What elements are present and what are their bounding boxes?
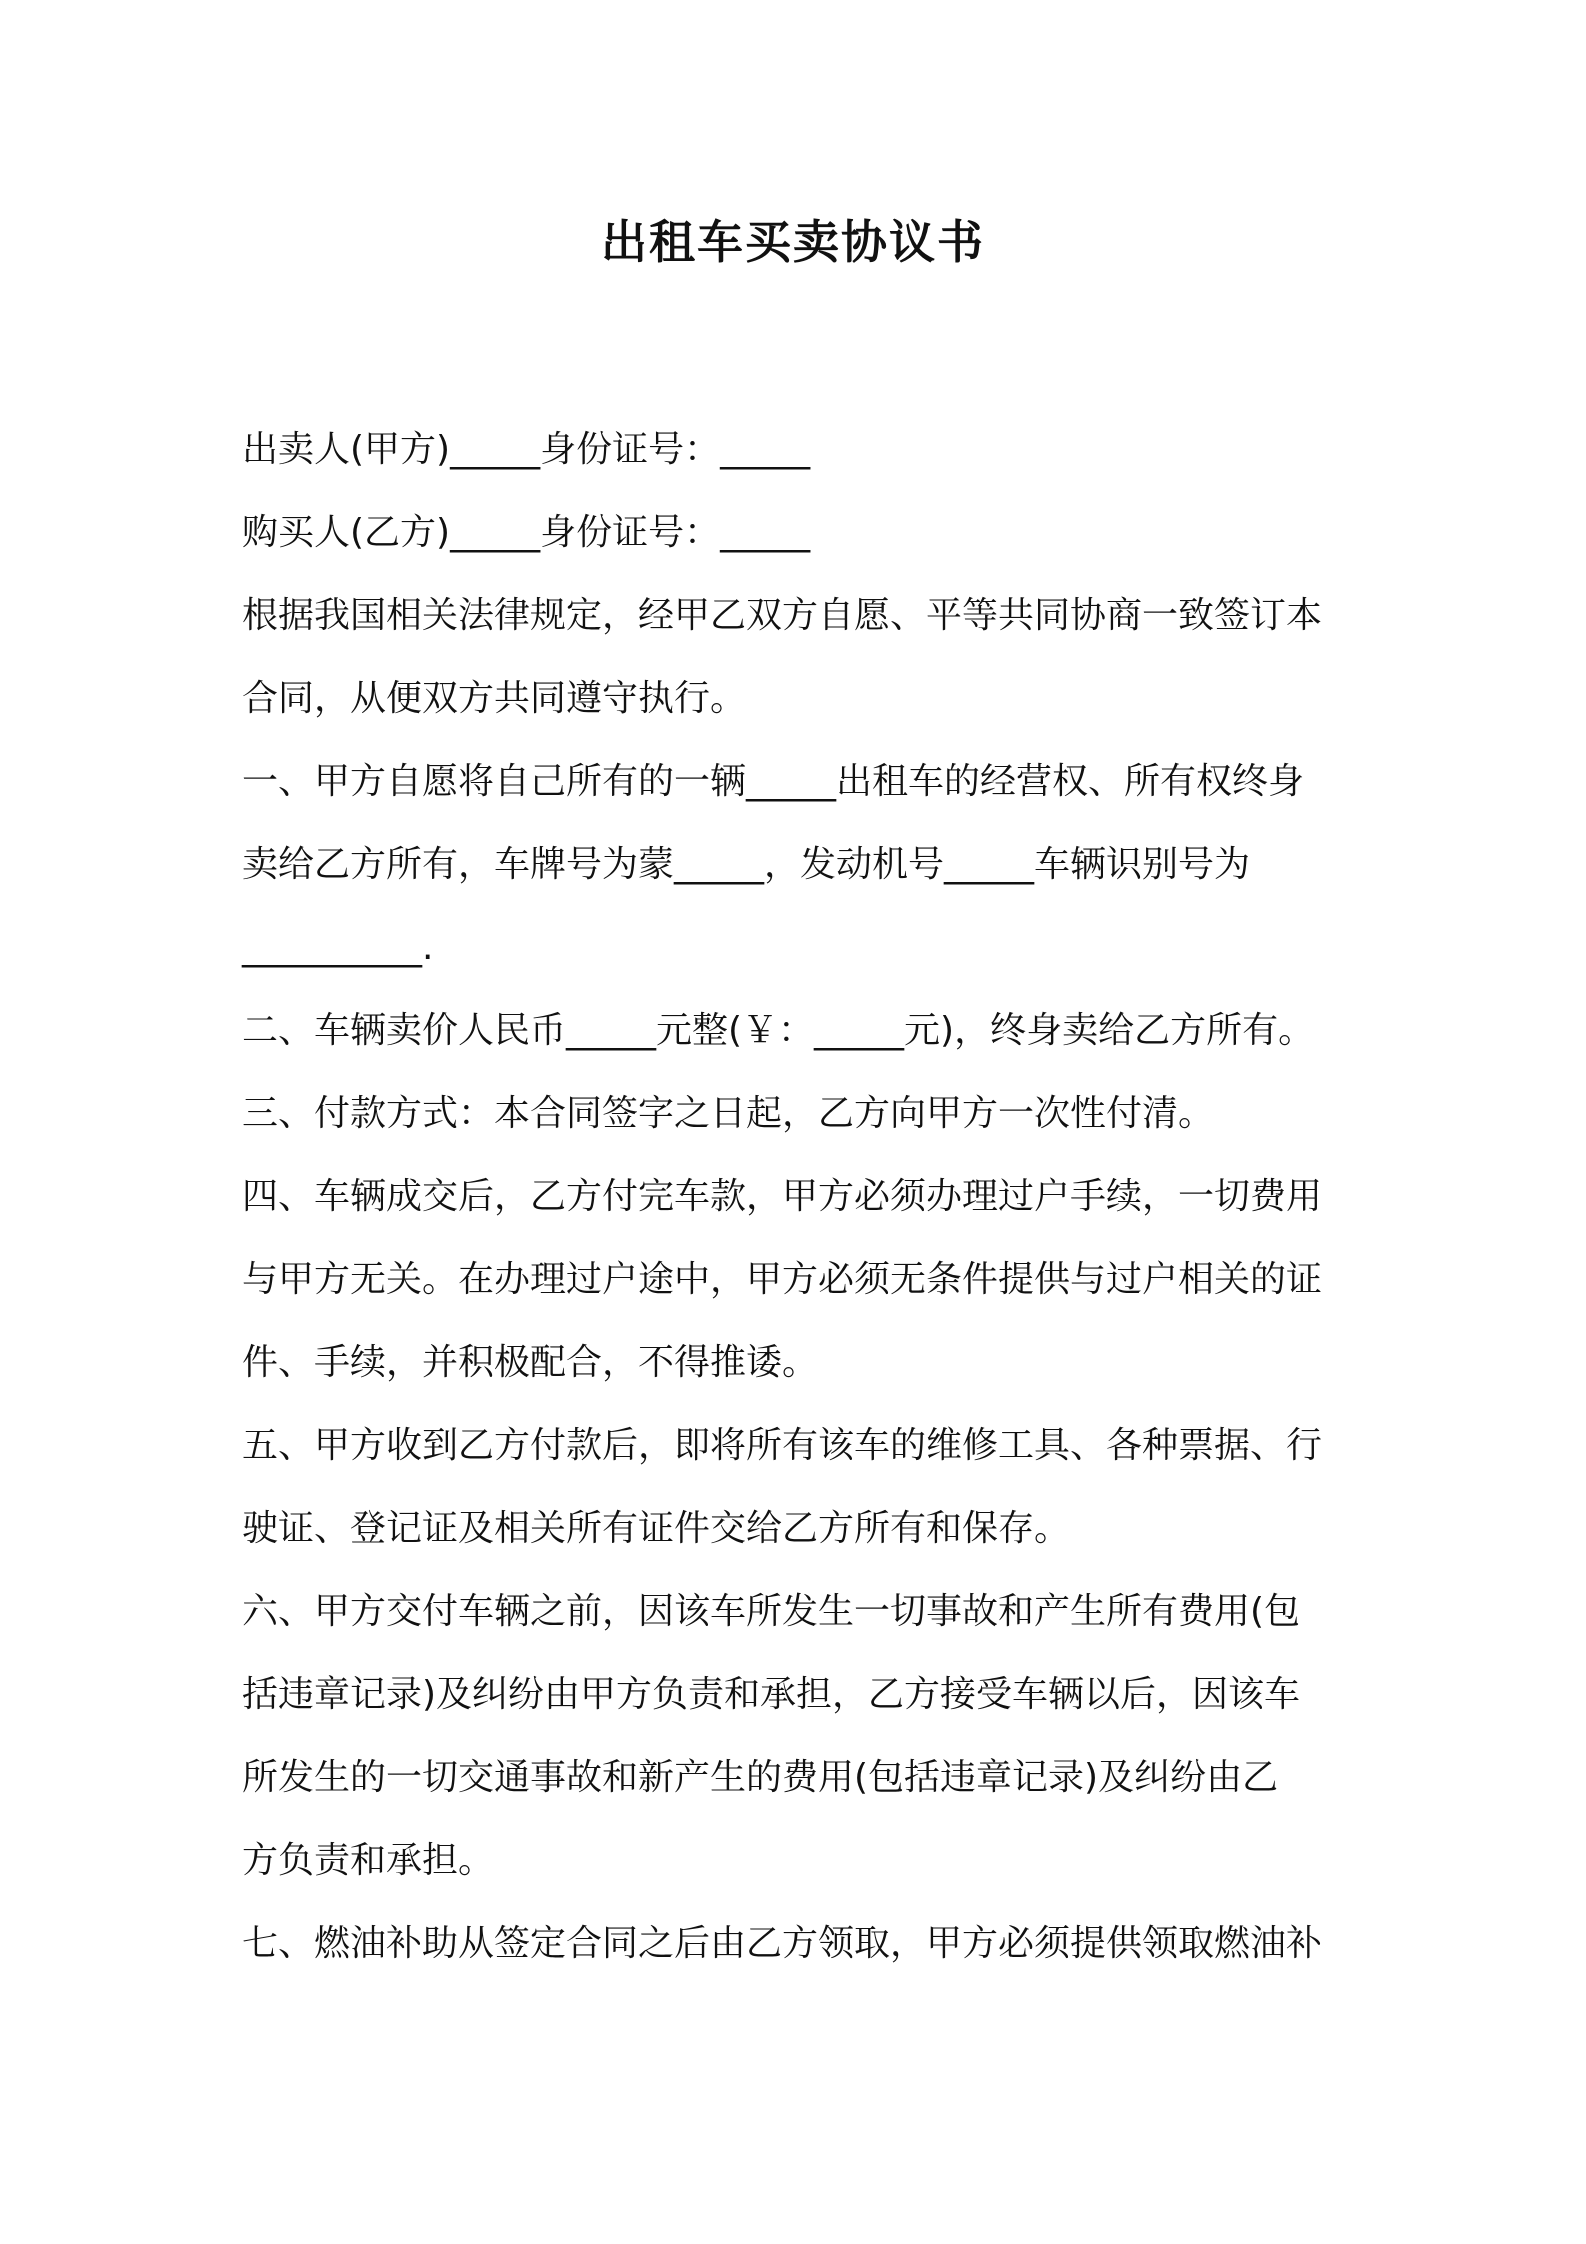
clause-1-line-3: __________. (242, 927, 434, 968)
preamble-line-2: 合同，从便双方共同遵守执行。 (242, 678, 747, 719)
clause-7-line-1: 七、燃油补助从签定合同之后由乙方领取，甲方必须提供领取燃油补 (242, 1923, 1323, 1964)
clause-5-line-2: 驶证、登记证及相关所有证件交给乙方所有和保存。 (242, 1508, 1071, 1549)
buyer-line: 购买人(乙方)_____身份证号：_____ (242, 512, 811, 553)
clause-4-line-2: 与甲方无关。在办理过户途中，甲方必须无条件提供与过户相关的证 (242, 1259, 1323, 1300)
clause-2-line-1: 二、车辆卖价人民币_____元整(￥：_____元)，终身卖给乙方所有。 (242, 1010, 1315, 1051)
seller-line: 出卖人(甲方)_____身份证号：_____ (242, 429, 811, 470)
clause-4-line-1: 四、车辆成交后，乙方付完车款，甲方必须办理过户手续，一切费用 (242, 1176, 1323, 1217)
clause-4-line-3: 件、手续，并积极配合，不得推诿。 (242, 1342, 819, 1383)
clause-3-line-1: 三、付款方式：本合同签字之日起，乙方向甲方一次性付清。 (242, 1093, 1215, 1134)
clause-6-line-3: 所发生的一切交通事故和新产生的费用(包括违章记录)及纠纷由乙 (242, 1757, 1279, 1798)
clause-5-line-1: 五、甲方收到乙方付款后，即将所有该车的维修工具、各种票据、行 (242, 1425, 1323, 1466)
clause-6-line-2: 括违章记录)及纠纷由甲方负责和承担，乙方接受车辆以后，因该车 (242, 1674, 1301, 1715)
preamble-line-1: 根据我国相关法律规定，经甲乙双方自愿、平等共同协商一致签订本 (242, 595, 1323, 636)
clause-1-line-2: 卖给乙方所有，车牌号为蒙_____，发动机号_____车辆识别号为 (242, 844, 1251, 885)
clause-6-line-4: 方负责和承担。 (242, 1840, 495, 1881)
document-title: 出租车买卖协议书 (601, 215, 985, 269)
document-body (242, 408, 1360, 1985)
clause-6-line-1: 六、甲方交付车辆之前，因该车所发生一切事故和产生所有费用(包 (242, 1591, 1301, 1632)
clause-1-line-1: 一、甲方自愿将自己所有的一辆_____出租车的经营权、所有权终身 (242, 761, 1305, 802)
